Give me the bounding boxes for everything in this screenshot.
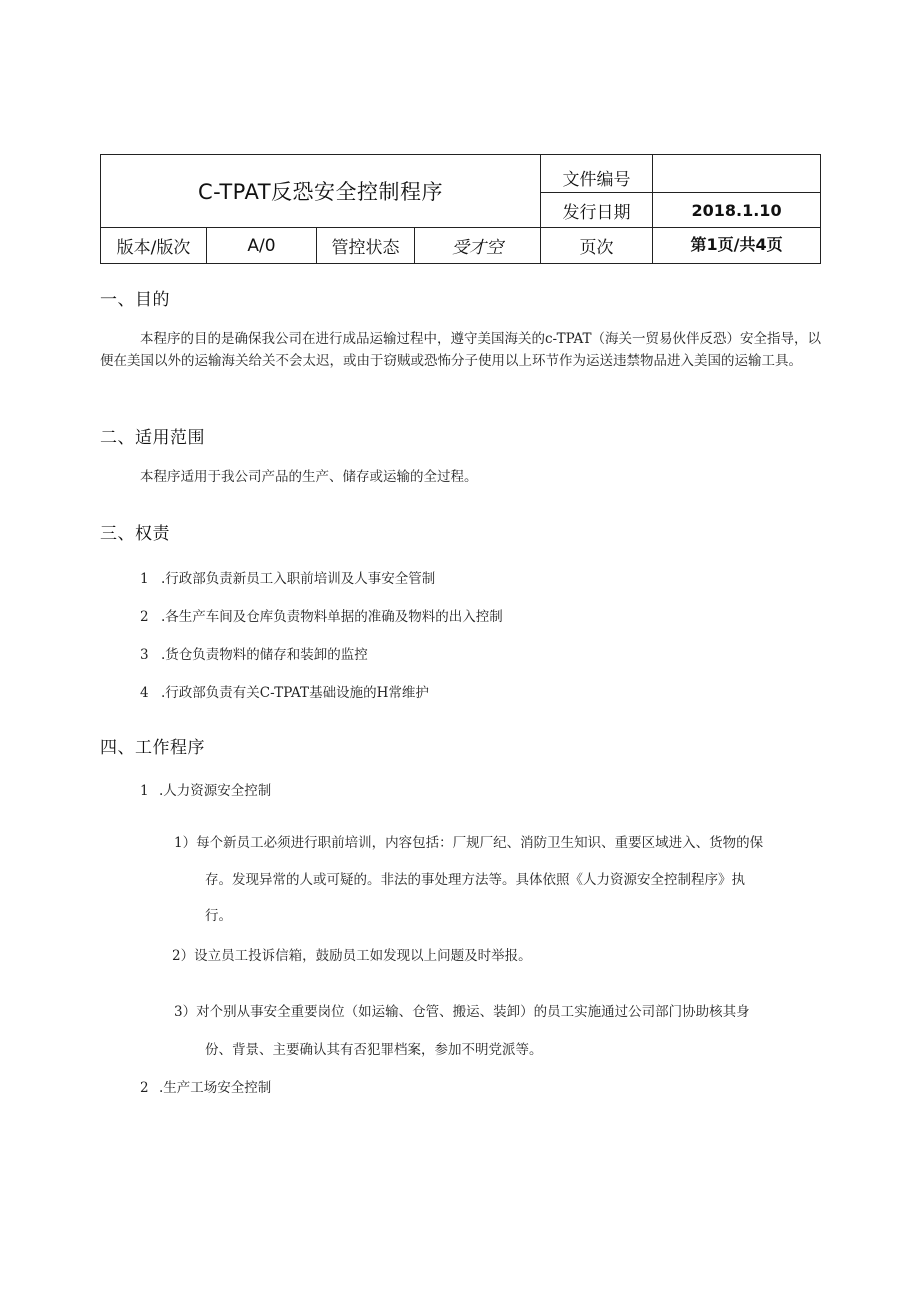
procedure-item-line: 行。 — [205, 908, 232, 924]
item-text: .生产工场安全控制 — [159, 1080, 272, 1096]
page-label: 页次 — [541, 228, 653, 264]
procedure-item-line: 份、背景、主要确认其有否犯罪档案，参加不明党派等。 — [205, 1042, 543, 1058]
procedure-item-line: 3）对个别从事安全重要岗位（如运输、仓管、搬运、装卸）的员工实施通过公司部门协助核其身 — [174, 1004, 750, 1020]
issue-date-value: 2018.1.10 — [653, 193, 821, 228]
responsibility-item — [140, 568, 435, 590]
item-text: .货仓负责物料的储存和装卸的监控 — [161, 647, 368, 663]
item-number: 2 — [140, 1080, 149, 1096]
doc-number-label: 文件编号 — [541, 155, 653, 193]
section-heading-responsibilities: 三、权责 — [100, 524, 170, 544]
procedure-subheading — [140, 1077, 271, 1099]
page-count-value: 第1页/共4页 — [653, 228, 821, 264]
item-number: 4 — [140, 685, 149, 701]
doc-number-value — [653, 155, 821, 193]
control-status-label: 管控状态 — [317, 228, 415, 264]
item-text: .行政部负责新员工入职前培训及人事安全管制 — [161, 571, 436, 587]
purpose-paragraph: 本程序的目的是确保我公司在进行成品运输过程中，遵守美国海关的c-TPAT（海关一贸易伙伴反恐）安全指导，以便在美国以外的运输海关给关不会太迟，或由于窃贼或恐怖分子使用以上环节作为运送违禁物品进入美国的运输工具。 — [100, 331, 822, 369]
procedure-item-line: 存。发现异常的人或可疑的。非法的事处理方法等。具体依照《人力资源安全控制程序》执 — [205, 872, 745, 888]
item-text: .行政部负责有关C-TPAT基础设施的H常维护 — [161, 685, 429, 701]
section-heading-scope: 二、适用范围 — [100, 428, 205, 448]
procedure-item-line: 1）每个新员工必须进行职前培训，内容包括：厂规厂纪、消防卫生知识、重要区域进入、货物的保 — [174, 835, 764, 851]
version-label: 版本/版次 — [101, 228, 207, 264]
responsibility-item — [140, 644, 368, 666]
control-status-value: 受才空 — [415, 228, 541, 264]
procedure-subheading — [140, 780, 271, 802]
responsibility-item — [140, 606, 503, 628]
version-value: A/0 — [207, 228, 317, 264]
item-number: 2 — [140, 609, 149, 625]
item-number: 1 — [140, 571, 149, 587]
procedure-item-line: 2）设立员工投诉信箱，鼓励员工如发现以上问题及时举报。 — [172, 948, 532, 964]
section-heading-procedure: 四、工作程序 — [100, 738, 205, 758]
document-title: C-TPAT反恐安全控制程序 — [101, 155, 541, 228]
document-header-table — [100, 154, 821, 264]
item-text: .人力资源安全控制 — [159, 783, 272, 799]
item-number: 3 — [140, 647, 149, 663]
item-number: 1 — [140, 783, 149, 799]
section-heading-purpose: 一、目的 — [100, 290, 170, 310]
scope-paragraph: 本程序适用于我公司产品的生产、储存或运输的全过程。 — [140, 469, 478, 485]
issue-date-label: 发行日期 — [541, 193, 653, 228]
responsibility-item — [140, 682, 429, 704]
item-text: .各生产车间及仓库负责物料单据的准确及物料的出入控制 — [161, 609, 503, 625]
